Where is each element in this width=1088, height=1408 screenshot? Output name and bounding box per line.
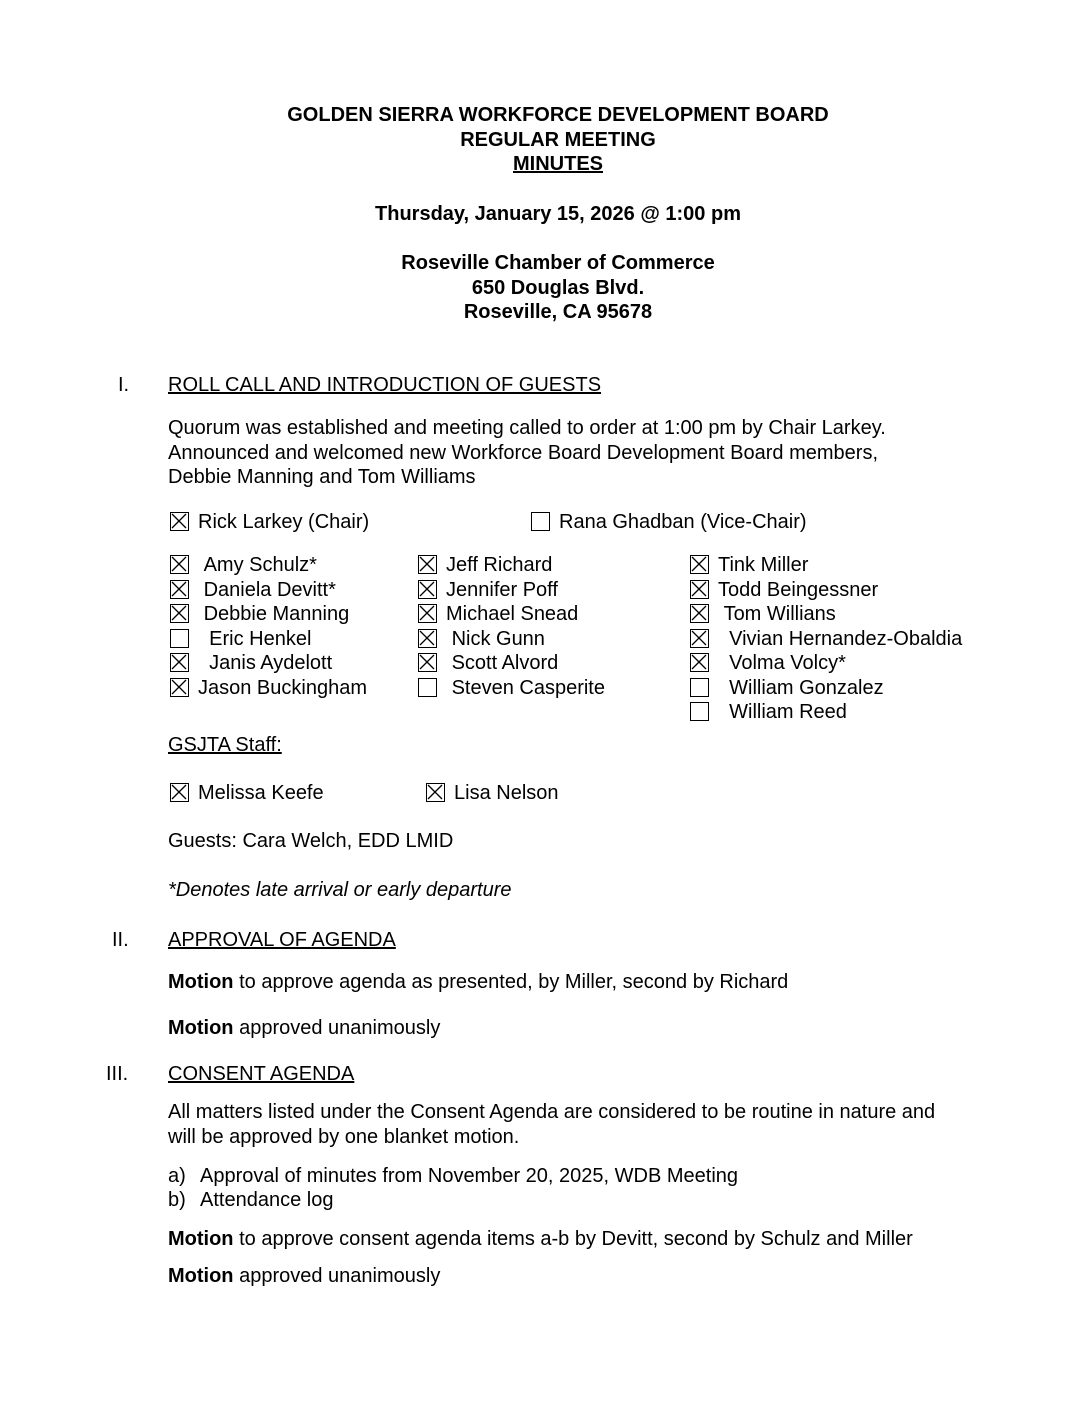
attendee-name: Nick Gunn	[451, 628, 545, 650]
checkbox-empty-icon	[418, 678, 437, 697]
section-3-title: CONSENT AGENDA	[168, 1063, 355, 1085]
section-2-title: APPROVAL OF AGENDA	[168, 929, 396, 951]
attendee-name: Michael Snead	[446, 603, 579, 625]
staff-row	[426, 781, 559, 805]
attendee-name: William Gonzalez	[729, 677, 884, 699]
consent-motion-result	[168, 1264, 440, 1289]
attendee-row	[170, 627, 311, 651]
motion-text: approved unanimously	[233, 1265, 441, 1287]
section-2-number: II.	[112, 929, 129, 951]
attendee-row	[690, 553, 808, 577]
consent-motion	[168, 1227, 913, 1252]
attendee-name: William Reed	[729, 701, 847, 723]
attendee-name: Steven Casperite	[451, 677, 605, 699]
motion-text: to approve agenda as presented, by Miller, second by Richard	[233, 971, 789, 993]
meeting-location	[0, 251, 1088, 325]
meeting-datetime: Thursday, January 15, 2026 @ 1:00 pm	[375, 203, 741, 225]
checkbox-empty-icon	[170, 629, 189, 648]
section-1-title: ROLL CALL AND INTRODUCTION OF GUESTS	[168, 374, 602, 396]
staff-heading: GSJTA Staff:	[168, 734, 282, 756]
attendee-name: Scott Alvord	[451, 652, 559, 674]
attendee-row	[690, 578, 878, 602]
checkbox-checked-icon	[170, 653, 189, 672]
attendee-row	[690, 676, 884, 700]
meeting-type: REGULAR MEETING	[460, 128, 656, 151]
attendee-name: Tom Willians	[723, 603, 836, 625]
motion-text: approved unanimously	[233, 1017, 441, 1039]
checkbox-checked-icon	[426, 783, 445, 802]
attendee-row	[418, 553, 552, 577]
motion-label: Motion	[168, 1228, 234, 1250]
paragraph-line: will be approved by one blanket motion.	[168, 1125, 520, 1148]
section-3-number: III.	[106, 1063, 129, 1085]
attendee-row	[690, 602, 836, 626]
motion-text: to approve consent agenda items a-b by Devitt, second by Schulz and Miller	[233, 1228, 913, 1250]
attendee-row	[418, 627, 545, 651]
attendee-row	[170, 602, 349, 626]
footnote: *Denotes late arrival or early departure	[168, 879, 512, 901]
paragraph-line: Quorum was established and meeting called to order at 1:00 pm by Chair Larkey.	[168, 417, 886, 439]
checkbox-checked-icon	[170, 604, 189, 623]
attendee-name: Volma Volcy*	[729, 652, 846, 674]
checkbox-checked-icon	[418, 653, 437, 672]
attendee-name: Rana Ghadban (Vice-Chair)	[559, 511, 807, 533]
venue-address-line1: 650 Douglas Blvd.	[471, 276, 645, 299]
attendee-name: Amy Schulz*	[203, 554, 317, 576]
checkbox-checked-icon	[690, 555, 709, 574]
attendee-name: Todd Beingessner	[718, 579, 879, 601]
attendee-vice-chair	[531, 510, 807, 534]
consent-item	[168, 1188, 334, 1213]
attendee-name: Jason Buckingham	[198, 677, 367, 699]
attendee-row	[170, 651, 332, 675]
attendee-row	[418, 578, 558, 602]
checkbox-empty-icon	[690, 702, 709, 721]
attendee-name: Debbie Manning	[203, 603, 350, 625]
checkbox-empty-icon	[690, 678, 709, 697]
item-label: a)	[168, 1165, 186, 1187]
attendee-chair	[170, 510, 369, 534]
attendee-row	[170, 553, 317, 577]
checkbox-checked-icon	[170, 580, 189, 599]
motion-label: Motion	[168, 971, 234, 993]
checkbox-checked-icon	[170, 555, 189, 574]
attendee-name: Rick Larkey (Chair)	[198, 511, 370, 533]
item-text: Approval of minutes from November 20, 2025, WDB Meeting	[200, 1165, 739, 1187]
attendee-row	[418, 651, 558, 675]
consent-item	[168, 1164, 739, 1189]
motion-label: Motion	[168, 1265, 234, 1287]
attendee-row	[418, 602, 578, 626]
checkbox-checked-icon	[170, 678, 189, 697]
attendee-row	[418, 676, 605, 700]
section-1-number: I.	[118, 374, 130, 396]
attendee-name: Vivian Hernandez-Obaldia	[729, 628, 963, 650]
checkbox-checked-icon	[418, 580, 437, 599]
attendee-name: Janis Aydelott	[209, 652, 333, 674]
section-1-paragraph	[168, 416, 886, 490]
attendee-name: Daniela Devitt*	[203, 579, 336, 601]
venue-name: Roseville Chamber of Commerce	[401, 252, 715, 274]
checkbox-checked-icon	[418, 629, 437, 648]
item-text: Attendance log	[200, 1189, 334, 1211]
attendee-row	[690, 651, 846, 675]
attendee-row	[690, 700, 847, 724]
attendee-name: Tink Miller	[718, 554, 809, 576]
item-label: b)	[168, 1189, 186, 1211]
staff-name: Lisa Nelson	[454, 782, 559, 804]
checkbox-checked-icon	[690, 580, 709, 599]
checkbox-checked-icon	[690, 653, 709, 672]
checkbox-checked-icon	[418, 604, 437, 623]
guests-line: Guests: Cara Welch, EDD LMID	[168, 830, 454, 852]
attendee-row	[170, 578, 336, 602]
checkbox-checked-icon	[170, 783, 189, 802]
staff-row	[170, 781, 324, 805]
document-header	[0, 103, 1088, 177]
checkbox-checked-icon	[170, 512, 189, 531]
checkbox-empty-icon	[531, 512, 550, 531]
checkbox-checked-icon	[690, 629, 709, 648]
attendee-name: Jennifer Poff	[446, 579, 558, 601]
attendee-row	[170, 676, 367, 700]
attendee-row	[690, 627, 962, 651]
org-title: GOLDEN SIERRA WORKFORCE DEVELOPMENT BOARD	[287, 104, 829, 126]
checkbox-checked-icon	[690, 604, 709, 623]
paragraph-line: Announced and welcomed new Workforce Board Development Board members,	[168, 441, 878, 464]
attendee-name: Jeff Richard	[446, 554, 553, 576]
agenda-motion	[168, 970, 788, 995]
motion-label: Motion	[168, 1017, 234, 1039]
attendee-name: Eric Henkel	[209, 628, 312, 650]
paragraph-line: All matters listed under the Consent Agenda are considered to be routine in nature and	[168, 1101, 936, 1123]
venue-address-line2: Roseville, CA 95678	[463, 301, 653, 323]
checkbox-checked-icon	[418, 555, 437, 574]
paragraph-line: Debbie Manning and Tom Williams	[168, 466, 476, 488]
agenda-motion-result	[168, 1016, 440, 1041]
staff-name: Melissa Keefe	[198, 782, 324, 804]
doc-type: MINUTES	[513, 153, 603, 175]
section-3-paragraph	[168, 1100, 935, 1149]
